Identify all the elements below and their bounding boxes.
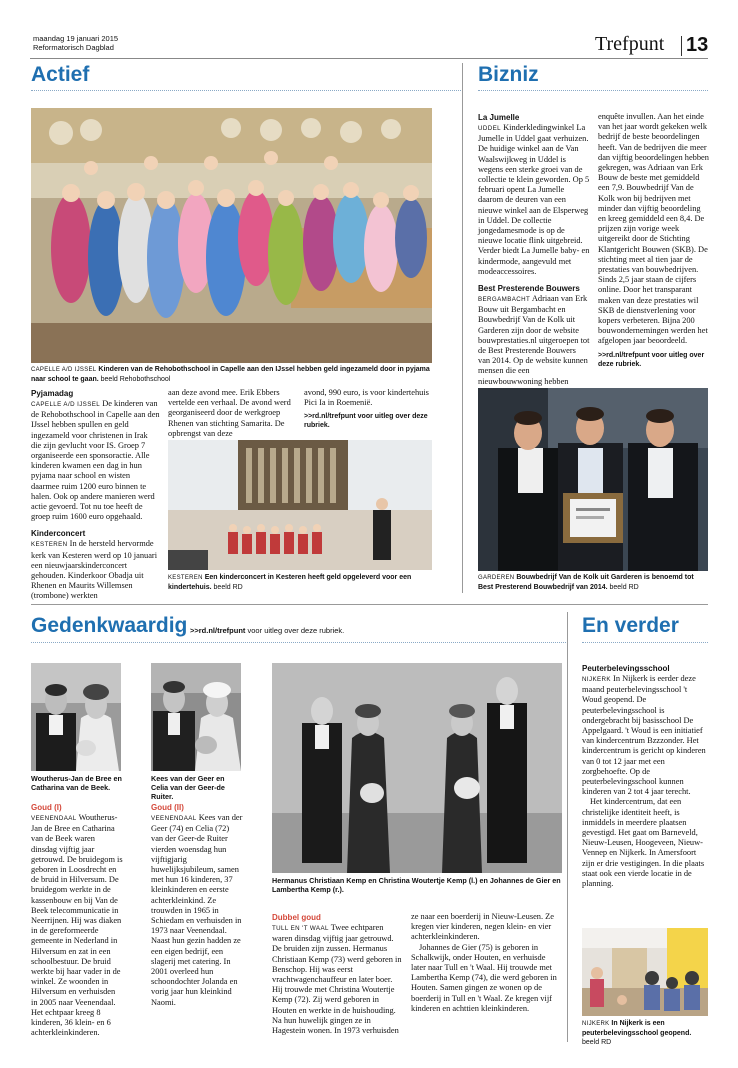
- jumelle-place: UDDEL: [478, 125, 501, 132]
- section-name: Trefpunt: [595, 33, 665, 55]
- section-divider: [31, 604, 708, 605]
- bouwers-body-1: Adriaan van Erk Bouw uit Bergambacht en Bouwbedrijf Van de Kolk uit Garderen zijn door de website bouwprestaties.nl uitgeroepen tot de Best Presterende Bouwers van 2014. Op de website kunnen mensen die een nieuwbouwwoning hebben: [478, 294, 590, 386]
- bizniz-title: Bizniz: [478, 63, 539, 86]
- caption-place: NIJKERK: [582, 1021, 610, 1027]
- kemp-photo: [272, 663, 562, 873]
- kinderconcert-place: KESTEREN: [31, 541, 68, 549]
- column-divider: [567, 612, 568, 1042]
- dubbel-body-2b: Johannes de Gier (75) is geboren in Schalkwijk, onder Houten, en verhuisde later naar Tull en 't Waal. Hij trouwde met Lambertha Kemp (74), die werd geboren in Houten. Samen gingen ze wonen op de boerderij in Tull en 't Waal. Ze kregen vijf kinderen en achttien kleinkinderen.: [411, 942, 557, 1013]
- bizniz-rubriek-link[interactable]: >>rd.nl/trefpunt voor uitleg over deze rubriek.: [598, 351, 705, 368]
- concert-photo-caption: [168, 573, 432, 592]
- bouwers-article-col2: [598, 112, 710, 369]
- goud1-place: VEENENDAAL: [31, 815, 77, 822]
- kinderconcert-body-1: In de hersteld hervormde kerk van Kesteren werd op 10 januari een nieuwjaarskinderconcert gehouden. Kinderkoor Obadja uit Rhenen en Maurits Willemsen (trombone) werkten: [31, 539, 158, 601]
- gedenkwaardig-dotted-rule: [31, 642, 566, 643]
- goud1-article: [31, 802, 123, 1038]
- masthead-rule: [30, 58, 708, 59]
- kemp-caption: Hermanus Christiaan Kemp en Christina Woutertje Kemp (l.) en Johannes de Gier en Lambertha Kemp (r.).: [272, 876, 561, 894]
- column-divider: [462, 63, 463, 593]
- goud2-article: [151, 802, 243, 1008]
- dubbel-article-col2: [411, 912, 561, 1014]
- bizniz-dotted-rule: [478, 90, 708, 91]
- de-bree-caption: Woutherus-Jan de Bree en Catharina van de Beek.: [31, 774, 122, 792]
- dubbel-body-2a: ze naar een boerderij in Nieuw-Leusen. Ze kregen vier kinderen, negen klein- en vier achterkleinkinderen.: [411, 912, 555, 942]
- concert-photo: [168, 440, 432, 570]
- gedenkwaardig-ref: [190, 626, 344, 635]
- kinderconcert-article-col2: [168, 388, 298, 439]
- peuter-article: [582, 663, 708, 889]
- en-verder-dotted-rule: [582, 642, 708, 643]
- van-der-geer-photo: [151, 663, 241, 771]
- pyjamadag-article: [31, 388, 160, 602]
- caption-text: Een kinderconcert in Kesteren heeft geld opgeleverd voor een kindertehuis.: [168, 574, 412, 591]
- van-der-geer-caption: Kees van der Geer en Celia van der Geer-de Ruiter.: [151, 774, 225, 801]
- goud1-headline: Goud (I): [31, 803, 62, 812]
- actief-title: Actief: [31, 63, 90, 86]
- bouwers-body-2: enquête invullen. Aan het einde van het jaar wordt gekeken welk bedrijf de beste beoordelingen heeft. Van de bedrijven die meer dan vijftig beoordelingen hebben gekregen, was Adriaan van Erk Bouw de beste met gemiddeld een 7,9. Bouwbedrijf Van de Kolk won bij bedrijven met minder dan vijftig beoordeling en kreeg gemiddeld een 8,4. De prijzen zijn vorige week uitgereikt door de Stichting Klantgericht Bouwen (SKB). De stichting meet al tien jaar de prestaties van bouwbedrijven. Sinds 2,5 jaar staan de cijfers online. Door het transparant maken van deze prestaties wil SKB de dienstverlening voor kopers verbeteren. Bijna 200 bouwondernemingen werden het afgelopen jaar beoordeeld.: [598, 112, 709, 346]
- pyjamadag-headline: Pyjamadag: [31, 389, 74, 398]
- en-verder-title: En verder: [582, 614, 679, 637]
- dubbel-body-1: Twee echtparen waren dinsdag vijftig jaar getrouwd. De bruiden zijn zussen. Hermanus Christiaan Kemp (73) werd geboren in Benschop. Hij was eerst vrachtwagenchauffeur en later boer. Hij trouwde met Christina Woutertje Kemp (72). Zij werd geboren in Houten en werkte in de huishouding. Na hun huwelijk gingen ze in Hagestein wonen. In 1973 verhuisden: [272, 923, 402, 1036]
- peuter-body-2: Het kindercentrum, dat een christelijke identiteit heeft, is inmiddels in meerdere plaatsen gevestigd. Het gaat om Barneveld, Nieuw-Leusen, Hoogeveen, Nieuw-Vennep en Nijkerk. In Amersfoort zijn er drie vestigingen. In die plaats staat ook een vierde locatie in de planning.: [582, 797, 705, 889]
- goud2-place: VEENENDAAL: [151, 815, 197, 822]
- actief-dotted-rule: [31, 90, 463, 91]
- peuter-photo: [582, 928, 708, 1016]
- pyjamadag-body: De kinderen van de Rehobothschool in Capelle aan den IJssel hebben spullen en geld ingezameld voor christenen in Irak die zijn gevlucht voor IS. Groep 7 organiseerde een sponsoractie. Alle kinderen kwamen een dag in hun pyjama naar school en wisten daarmee ruim 1200 euro binnen te halen. Ook op andere manieren werd actie gevoerd. Tot nu toe heeft de groep ruim 1600 euro opgehaald.: [31, 399, 160, 522]
- caption-credit: beeld RD: [213, 584, 243, 591]
- gedenkwaardig-title: Gedenkwaardig: [31, 614, 188, 637]
- kinderconcert-body-3: avond, 990 euro, is voor kindertehuis Pici Ia in Roemenië.: [304, 388, 429, 408]
- jumelle-article: [478, 112, 590, 397]
- bouwers-headline: Best Presterende Bouwers: [478, 284, 580, 294]
- caption-place: GARDEREN: [478, 575, 515, 581]
- pyjama-photo: [31, 108, 432, 363]
- caption-place: KESTEREN: [168, 575, 203, 581]
- pyjamadag-place: CAPELLE A/D IJSSEL: [31, 401, 101, 408]
- kinderconcert-body-2: aan deze avond mee. Erik Ebbers vertelde een verhaal. De avond werd georganiseerd door de werkgroep Rhenen van stichting Samarita. De opbrengst van deze: [168, 388, 291, 438]
- gedenkwaardig-ref-text: voor uitleg over deze rubriek.: [247, 626, 345, 635]
- gedenkwaardig-ref-link[interactable]: >>rd.nl/trefpunt: [190, 626, 246, 635]
- goud1-body: Woutherus-Jan de Bree en Catharina van de Beek waren dinsdag vijftig jaar getrouwd. De bruidegom is geboren in Loosdrecht en de bruid in Hilversum. De bruidegom werkte in de kassenbouw en bij Van de Beek telecommunicatie in Neerrijnen. Hij was diaken in de gereformeerde gemeente in Nederland in Hilversum en zat in een schoolbestuur. De bruid werkte bij haar vader in de winkel. Ze woonden in Hilversum en verhuisden in 2005 naar Veenendaal. Het echtpaar kreeg 8 kinderen, 36 klein- en 6 achterkleinkinderen.: [31, 813, 123, 1038]
- bouwers-photo-caption: [478, 573, 708, 592]
- kinderconcert-headline: Kinderconcert: [31, 529, 86, 539]
- masthead-paper: Reformatorisch Dagblad: [33, 43, 114, 52]
- page-number: 13: [686, 34, 709, 56]
- masthead-date-block: [33, 34, 118, 52]
- caption-text: Bouwbedrijf Van de Kolk uit Garderen is benoemd tot Best Presterend Bouwbedrijf van 2014.: [478, 574, 694, 591]
- bouwers-place: BERGAMBACHT: [478, 296, 531, 304]
- peuter-photo-caption: [582, 1019, 708, 1047]
- peuter-place: NIJKERK: [582, 676, 611, 683]
- caption-place: CAPELLE A/D IJSSEL: [31, 367, 97, 373]
- goud2-body: Kees van der Geer (74) en Celia (72) van der Geer-de Ruiter vierden woensdag hun vijftigjarig huwelijksjubileum, samen met hun 16 kinderen, 37 kleinkinderen en eerste achterkleinkind. Ze trouwden in 1965 in Schiedam en verhuisden in 1973 naar Veenendaal. Naast hun gezin hadden ze een eigen bedrijf, een slagerij met catering. In 2001 overleed hun schoondochter Jolanda en vorig jaar hun kleinkind Naomi.: [151, 813, 243, 1007]
- jumelle-body: Kinderkledingwinkel La Jumelle in Uddel gaat verhuizen. De huidige winkel aan de Van Waalswijkweg in Uddel is wegens een sterke groei van de collectie te klein geworden. Op 5 februari opent La Jumelle daarom de deuren van een nieuwe winkel aan de Elsperweg in Uddel. De collectie jongedamesmode is op de nieuwe locatie flink uitgebreid. Verder biedt La Jumelle baby- en kindermode, aangevuld met modeaccessoires.: [478, 123, 590, 276]
- dubbel-headline: Dubbel goud: [272, 913, 321, 922]
- caption-credit: beeld RD: [582, 1039, 612, 1046]
- masthead-date: maandag 19 januari 2015: [33, 34, 119, 43]
- caption-credit: beeld Rehobothschool: [100, 376, 171, 383]
- pyjama-photo-caption: [31, 365, 432, 384]
- dubbel-article: [272, 912, 404, 1036]
- peuter-headline: Peuterbelevingsschool: [582, 664, 670, 673]
- caption-text: In Nijkerk is een peuterbelevingsschool geopend.: [582, 1020, 692, 1037]
- kinderconcert-article-col3: [304, 388, 434, 430]
- jumelle-headline: La Jumelle: [478, 113, 520, 122]
- caption-credit: beeld RD: [609, 584, 639, 591]
- masthead-separator: [681, 36, 682, 56]
- bouwers-photo: [478, 388, 708, 571]
- dubbel-place: TULL EN 'T WAAL: [272, 925, 329, 932]
- goud2-headline: Goud (II): [151, 803, 184, 812]
- actief-rubriek-link[interactable]: >>rd.nl/trefpunt voor uitleg over deze rubriek.: [304, 413, 428, 430]
- caption-text: Kinderen van de Rehobothschool in Capelle aan den IJssel hebben geld ingezameld door in pyjama naar school te gaan.: [31, 366, 430, 383]
- peuter-body-1: In Nijkerk is eerder deze maand peuterbelevingsschool 't Woud geopend. De peuterbelevingsschool is ondergebracht bij basisschool De Appelgaard. 't Woud is een initiatief van kindercentrum Bzzzonder. Het kindercentrum is gericht op kinderen van 0 tot 12 jaar met een zorgbehoefte. Op de peuterbelevingsschool kunnen kinderen van 2 tot 4 jaar terecht.: [582, 674, 706, 797]
- de-bree-photo: [31, 663, 121, 771]
